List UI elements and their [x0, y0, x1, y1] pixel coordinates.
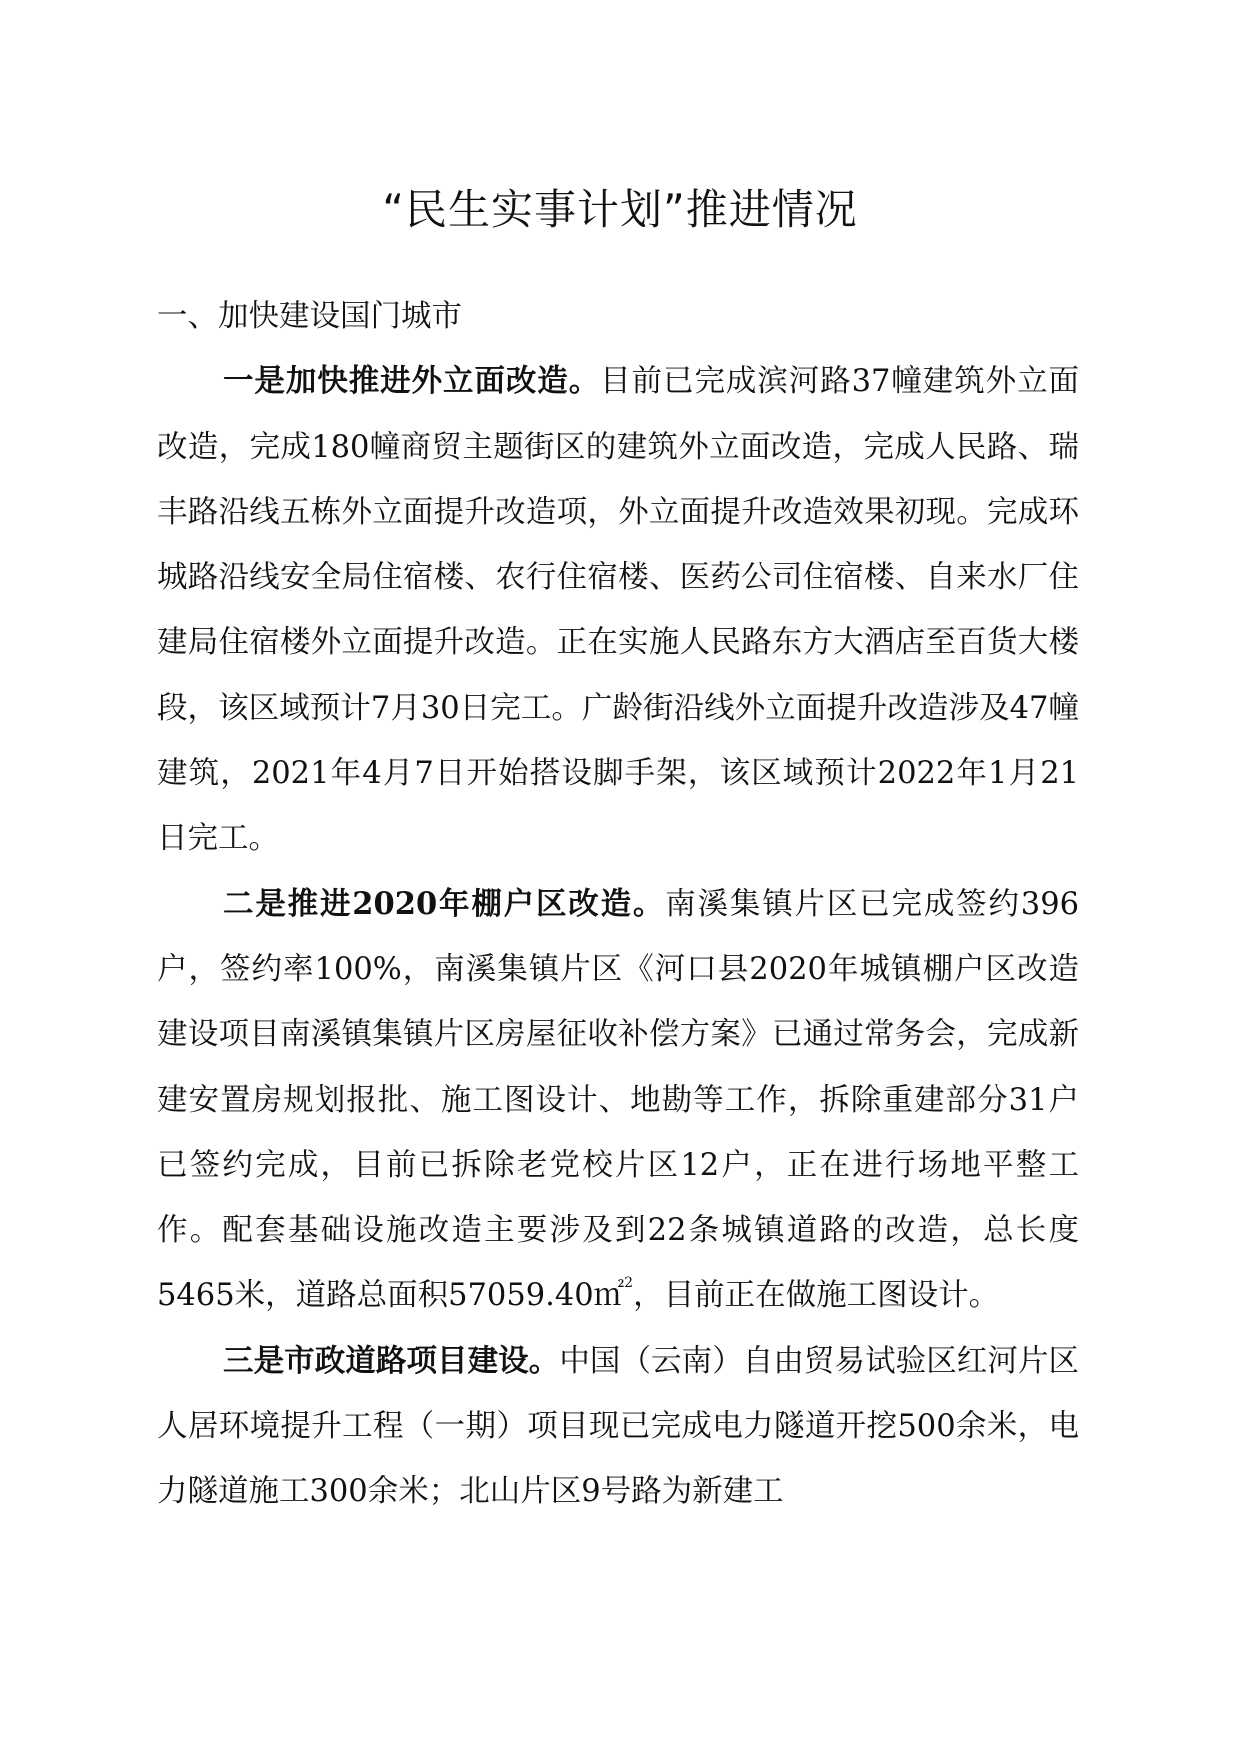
paragraph-facade-renovation: [157, 349, 1079, 871]
paragraph-text: 南溪集镇片区已完成签约396户，签约率100%，南溪集镇片区《河口县2020年城镇棚户区改造建设项目南溪镇集镇片区房屋征收补偿方案》已通过常务会，完成新建安置房规划报批、施工图设计、地勘等工作，拆除重建部分31户已签约完成，目前已拆除老党校片区12户，正在进行场地平整工作。配套基础设施改造主要涉及到22条城镇道路的改造，总长度5465米，道路总面积57059.40㎡: [157, 886, 1079, 1314]
paragraph-text: 中国（云南）自由贸易试验区红河片区人居环境提升工程（一期）项目现已完成电力隧道开挖500余米，电力隧道施工300余米；北山片区9号路为新建工: [157, 1343, 1080, 1510]
paragraph-shantytown-renovation: [157, 872, 1079, 1329]
area-superscript: 2: [624, 1275, 634, 1292]
paragraph-municipal-roads: [157, 1329, 1079, 1525]
section-heading: 一、加快建设国门城市: [157, 299, 462, 334]
paragraph-lead: 二是推进2020年棚户区改造。: [223, 885, 666, 922]
paragraph-text: 目前已完成滨河路37幢建筑外立面改造，完成180幢商贸主题街区的建筑外立面改造，完成人民路、瑞丰路沿线五栋外立面提升改造项，外立面提升改造效果初现。完成环城路沿线安全局住宿楼、农行住宿楼、医药公司住宿楼、自来水厂住建局住宿楼外立面提升改造。正在实施人民路东方大酒店至百货大楼段，该区域预计7月30日完工。广龄街沿线外立面提升改造涉及47幢建筑，2021年4月7日开始搭设脚手架，该区域预计2022年1月21日完工。: [157, 364, 1080, 857]
page-title: “民生实事计划”推进情况: [382, 185, 858, 234]
paragraph-lead: 三是市政道路项目建设。: [223, 1342, 560, 1379]
paragraph-text-continued: ，目前正在做施工图设计。: [633, 1278, 1000, 1314]
paragraph-lead: 一是加快推进外立面改造。: [223, 363, 601, 400]
document-body: [157, 284, 1079, 1525]
